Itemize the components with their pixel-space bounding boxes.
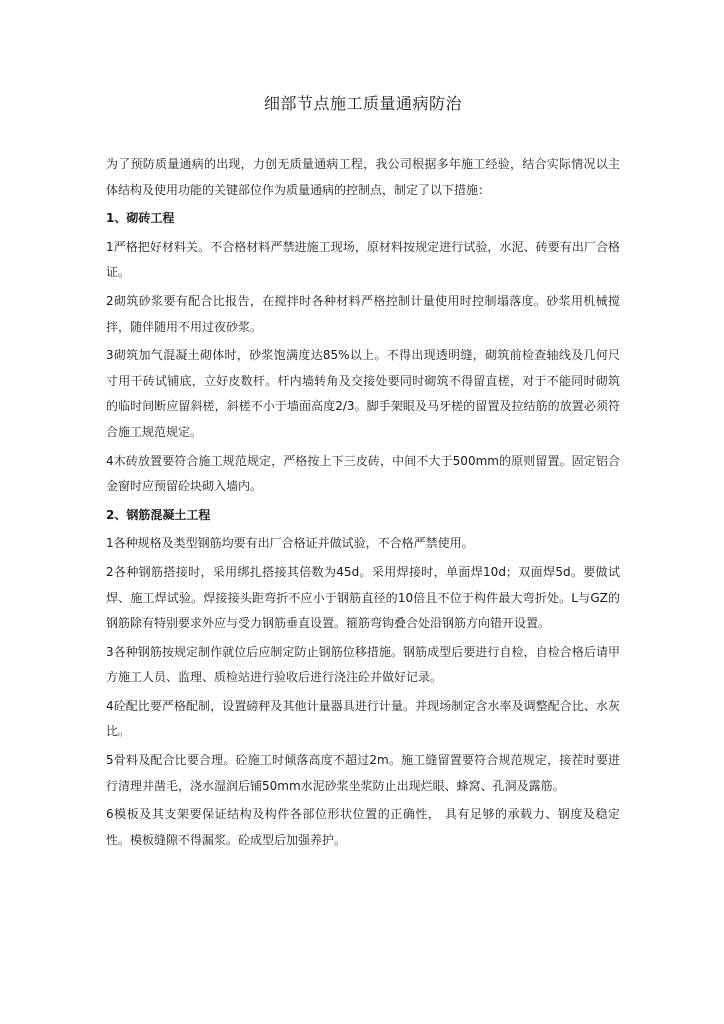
concrete-item-6: 6模板及其支架要保证结构及构件各部位形状位置的正确性， 具有足够的承载力、钢度及稳定性。模板缝隙不得漏浆。砼成型后加强养护。 bbox=[106, 807, 620, 847]
page-title: 细部节点施工质量通病防治 bbox=[263, 94, 462, 113]
section-heading-masonry: 1、砌砖工程 bbox=[106, 211, 175, 226]
concrete-item-4: 4砼配比要严格配制，设置磅秤及其他计量器具进行计量。并现场制定含水率及调整配合比、水灰比。 bbox=[106, 698, 620, 739]
masonry-item-1: 1严格把好材料关。不合格材料严禁进施工现场，原材料按规定进行试验，水泥、砖要有出厂合格证。 bbox=[106, 239, 620, 280]
concrete-item-2: 2各种钢筋搭接时，采用绑扎搭接其倍数为45d。采用焊接时，单面焊10d；双面焊5d。要做试焊、施工焊试验。焊接接头距弯折不应小于钢筋直径的10倍且不位于构件最大弯折处。L与GZ的钢筋除有特别要求外应与受力钢筋垂直设置。箍筋弯钩叠合处沿钢筋方向错开设置。 bbox=[106, 564, 620, 631]
masonry-item-4: 4木砖放置要符合施工规范规定，严格按上下三皮砖，中间不大于500mm的原则留置。固定铝合金窗时应预留砼块砌入墙内。 bbox=[106, 453, 620, 494]
section-heading-concrete: 2、钢筋混凝土工程 bbox=[106, 507, 211, 522]
document-body bbox=[106, 92, 620, 853]
concrete-item-3: 3各种钢筋按规定制作就位后应制定防止钢筋位移措施。钢筋成型后要进行自检，自检合格后请甲方施工人员、监理、质检站进行验收后进行浇注砼并做好记录。 bbox=[106, 644, 620, 685]
intro-paragraph: 为了预防质量通病的出现，力创无质量通病工程，我公司根据多年施工经验，结合实际情况以主体结构及使用功能的关键部位作为质量通病的控制点，制定了以下措施： bbox=[106, 157, 620, 197]
concrete-item-5: 5骨料及配合比要合理。砼施工时倾落高度不超过2m。施工缝留置要符合规范规定，接茬时要进行清理并凿毛，浇水湿润后铺50mm水泥砂浆坐浆防止出现烂眼、蜂窝、孔洞及露筋。 bbox=[106, 753, 620, 793]
masonry-item-2: 2砌筑砂浆要有配合比报告，在搅拌时各种材料严格控制计量使用时控制塌落度。砂浆用机械搅拌，随伴随用不用过夜砂浆。 bbox=[106, 293, 620, 334]
concrete-item-1: 1各种规格及类型钢筋均要有出厂合格证并做试验，不合格严禁使用。 bbox=[106, 536, 474, 551]
masonry-item-3: 3砌筑加气混凝土砌体时，砂浆饱满度达85%以上。不得出现透明缝，砌筑前检查轴线及几何尺寸用干砖试铺底，立好皮数杆。杆内墙转角及交接处要同时砌筑不得留直槎，对于不能同时砌筑的临时间断应留斜槎，斜槎不小于墙面高度2/3。脚手架眼及马牙槎的留置及拉结筋的放置必须符合施工规范规定。 bbox=[106, 348, 620, 439]
